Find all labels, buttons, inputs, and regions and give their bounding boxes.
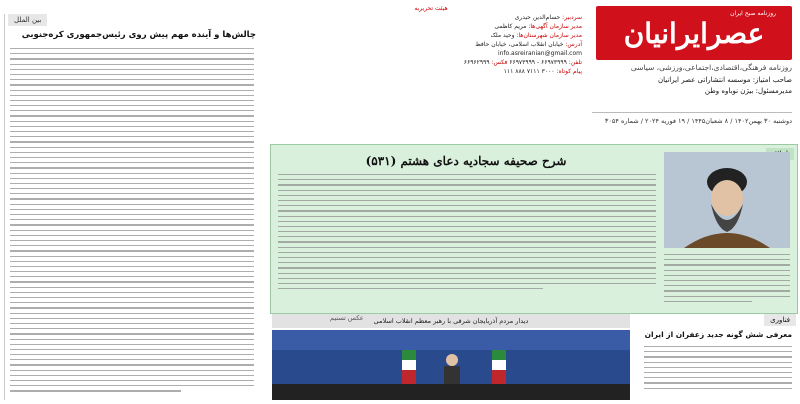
logo-subtitle: روزنامه صبح ایران [730,10,776,17]
staff-credits [280,4,582,76]
section-label: بین الملل [8,14,47,26]
staff-value: وحید ملک [490,32,515,39]
phone-label: تلفن: [568,59,582,66]
staff-key: سردبیر: [562,14,582,21]
staff-header: هیئت تحریریه [414,5,448,12]
portrait-image [664,152,790,248]
fax-label: فکس: [491,59,508,66]
staff-value: مریم کاظمی [494,23,527,30]
logo-text: عصرایرانیان [623,16,765,50]
staff-key: مدیر سازمان شهرستان‌ها: [516,32,582,39]
right-bottom-title[interactable]: معرفی شش گونه جدید زعفران از ایران [644,330,792,339]
photo-illustration [272,330,630,400]
feature-body-right [664,254,790,302]
left-headline[interactable]: چالش‌ها و آینده مهم پیش روی رئیس‌جمهوری کره‌جنوبی [21,30,256,40]
fax-value: ۶۶۹۶۲۹۹۹ [463,59,490,66]
staff-key: مدیر سازمان آگهی‌ها: [528,23,582,30]
publisher: صاحب امتیاز: موسسه انتشاراتی عصر ایرانیان [657,76,792,84]
sms-label: پیام کوتاه: [556,68,582,75]
news-photo[interactable] [272,330,630,400]
managing-director: مدیرمسئول: بیژن نوباوه وطن [704,87,792,95]
divider [592,112,792,113]
date-line: دوشنبه ۳۰ بهمن۱۴۰۲ / ۸ شعبان۱۴۴۵ / ۱۹ فوریه ۲۰۲۴ / شماره ۳۰۵۴ [604,117,792,125]
staff-key: آدرس: [565,41,582,48]
photo-credit: عکس تسنیم [330,314,364,322]
right-bottom-body [644,346,792,389]
staff-value: حسام‌الدین حیدری [514,14,561,21]
feature-body [278,174,656,289]
staff-value: خیابان انقلاب اسلامی، خیابان حافظ [475,41,564,48]
sms-value: ۳۰۰۰ ۷۱۱۱ ۸۸۸ ۱۱۱ [503,68,555,75]
portrait-illustration [664,152,790,248]
right-bottom-tab: فناوری [764,314,796,326]
phone-value: ۶۶۹۷۳۹۹۹ - ۶۶۹۷۳۹۹۹ [509,59,567,66]
photo-caption: دیدار مردم آذربایجان شرقی با رهبر معظم انقلاب اسلامی [272,314,630,328]
feature-title[interactable]: شرح صحیفه سجادیه دعای هشتم (۵۳۱) [365,154,567,168]
email[interactable]: info.asreiranian@gmail.com [497,50,582,57]
left-article-body [10,48,254,392]
tagline: روزنامه فرهنگی،اقتصادی،اجتماعی،ورزشی، سیاسی [630,63,792,72]
